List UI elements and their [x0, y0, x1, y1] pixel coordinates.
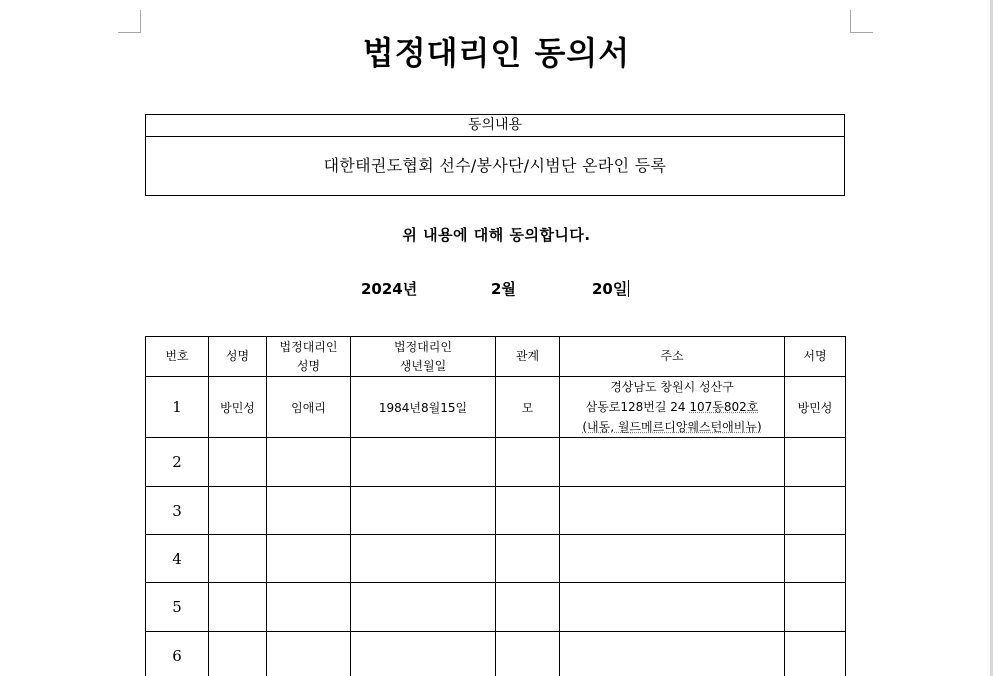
date-day-text: 20일 [592, 280, 628, 298]
header-relation: 관계 [496, 337, 560, 377]
header-signature: 서명 [785, 337, 846, 377]
table-header-row [146, 337, 846, 377]
header-guardian-birth-line1: 법정대리인 [394, 339, 452, 354]
row-number[interactable]: 4 [146, 535, 209, 583]
row-number[interactable]: 3 [146, 487, 209, 535]
row-guardian-birth[interactable] [351, 583, 496, 632]
text-cursor [628, 280, 629, 297]
table-row [146, 438, 846, 487]
row-signature[interactable] [785, 535, 846, 583]
header-name: 성명 [209, 337, 267, 377]
row-address[interactable] [560, 583, 785, 632]
row-signature[interactable] [785, 583, 846, 632]
row-name[interactable]: 방민성 [209, 377, 267, 438]
row-guardian-birth[interactable] [351, 487, 496, 535]
address-line2a: 삼동로128번길 24 [585, 400, 690, 414]
address-line2b: 107동802호 [689, 400, 759, 414]
row-guardian-name[interactable]: 임애리 [267, 377, 351, 438]
row-name[interactable] [209, 583, 267, 632]
row-number[interactable]: 1 [146, 377, 209, 438]
row-name[interactable] [209, 487, 267, 535]
row-name[interactable] [209, 535, 267, 583]
document-title: 법정대리인 동의서 [362, 34, 631, 72]
guardian-table [145, 336, 846, 676]
row-guardian-name[interactable] [267, 632, 351, 676]
date-day[interactable] [592, 278, 629, 299]
consent-header: 동의내용 [146, 115, 844, 137]
header-guardian-name-line2: 성명 [296, 358, 321, 373]
table-row [146, 632, 846, 676]
address-line1: 경상남도 창원시 성산구 [610, 380, 734, 394]
header-guardian-name [267, 337, 351, 377]
row-signature[interactable] [785, 487, 846, 535]
table-row [146, 583, 846, 632]
row-guardian-name[interactable] [267, 583, 351, 632]
row-relation[interactable] [496, 487, 560, 535]
row-relation[interactable] [496, 438, 560, 487]
row-guardian-birth[interactable] [351, 632, 496, 676]
row-guardian-birth[interactable] [351, 535, 496, 583]
row-name[interactable] [209, 632, 267, 676]
row-number[interactable]: 5 [146, 583, 209, 632]
row-address[interactable] [560, 632, 785, 676]
consent-content: 대한태권도협회 선수/봉사단/시범단 온라인 등록 [323, 156, 667, 175]
row-number[interactable]: 6 [146, 632, 209, 676]
row-address[interactable] [560, 438, 785, 487]
header-number: 번호 [146, 337, 209, 377]
date-month: 2월 [491, 280, 516, 298]
table-row [146, 377, 846, 438]
row-guardian-name[interactable] [267, 438, 351, 487]
row-signature[interactable] [785, 632, 846, 676]
table-row [146, 487, 846, 535]
row-relation[interactable] [496, 632, 560, 676]
address-line3: (내동, 월드메르디앙웨스턴애비뉴) [582, 420, 762, 434]
date-year: 2024년 [361, 280, 418, 298]
row-guardian-name[interactable] [267, 487, 351, 535]
row-guardian-birth[interactable]: 1984년8월15일 [351, 377, 496, 438]
row-number[interactable]: 2 [146, 438, 209, 487]
table-row [146, 535, 846, 583]
row-relation[interactable] [496, 583, 560, 632]
agree-statement: 위 내용에 대해 동의합니다. [402, 226, 591, 244]
row-address[interactable] [560, 377, 785, 438]
row-relation[interactable] [496, 535, 560, 583]
row-relation[interactable]: 모 [496, 377, 560, 438]
row-signature[interactable] [785, 438, 846, 487]
row-name[interactable] [209, 438, 267, 487]
header-guardian-name-line1: 법정대리인 [279, 339, 338, 354]
header-address: 주소 [560, 337, 785, 377]
header-guardian-birth [351, 337, 496, 377]
row-signature[interactable]: 방민성 [785, 377, 846, 438]
consent-box [145, 114, 845, 196]
row-guardian-name[interactable] [267, 535, 351, 583]
row-guardian-birth[interactable] [351, 438, 496, 487]
header-guardian-birth-line2: 생년월일 [399, 358, 447, 373]
row-address[interactable] [560, 487, 785, 535]
row-address[interactable] [560, 535, 785, 583]
